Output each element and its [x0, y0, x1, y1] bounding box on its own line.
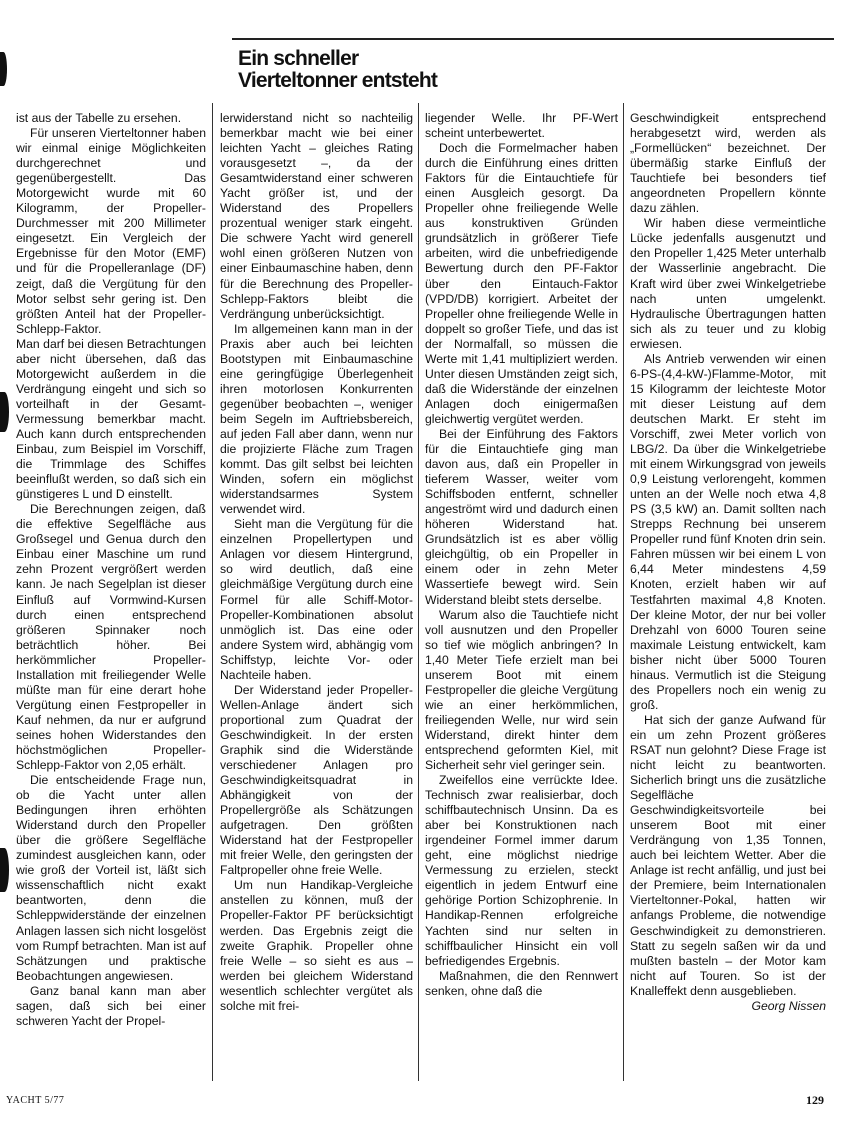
title-line-2: Vierteltonner entsteht: [238, 69, 438, 92]
paragraph: Sieht man die Vergütung für die einzelnen Propellertypen und Anlagen vor diesem Hintergrund, so wird deutlich, daß eine gleichmäßige Vergütung durch eine Formel für alle Schiff-Motor-Propeller-Kombinationen absolut unmöglich ist. Das eine oder andere System wird, abhängig vom Schiffstyp, leichte Vor- oder Nachteile haben.: [220, 517, 413, 682]
article-title: [238, 48, 437, 92]
paragraph: Die Berechnungen zeigen, daß die effektive Segelfläche aus Großsegel und Genua durch den Einbau einer Maschine um rund zehn Prozent vergrößert werden kann. Je nach Segelplan ist dieser Einfluß auf Vormwind-Kursen durch einen entsprechend größeren Spinnaker noch beträchtlich höher. Bei herkömmlicher Propeller-Installation mit freiliegender Welle müßte man für eine derart hohe Vergütung einen Festpropeller in Kauf nehmen, da nur er aufgrund seines hohen Widerstandes den höchstmöglichen Propeller-Schlepp-Faktor von 2,05 erhält.: [16, 502, 206, 773]
binding-edge-mark: [0, 52, 7, 86]
column-divider: [212, 103, 213, 1081]
title-line-1: Ein schneller: [238, 47, 359, 70]
paragraph: Maßnahmen, die den Rennwert senken, ohne daß die: [425, 968, 618, 998]
paragraph: Man darf bei diesen Betrachtungen aber nicht übersehen, daß das Motorgewicht außerdem in die Verdrängung eingeht und sich so vorteilhaft in der Gesamt-Vermessung bemerkbar macht. Auch kann durch entsprechenden Einbau, zum Beispiel im Vorschiff, die Trimmlage des Schiffes beeinflußt werden, so daß sich ein günstigeres L und D einstellt.: [16, 336, 206, 502]
paragraph: [630, 712, 826, 1013]
column-divider: [418, 103, 419, 1081]
text-column-4: [630, 111, 826, 1079]
binding-edge-mark: [0, 392, 9, 432]
paragraph: Ganz banal kann man aber sagen, daß sich bei einer schweren Yacht der Propel-: [16, 983, 206, 1028]
paragraph: liegender Welle. Ihr PF-Wert scheint unterbewertet.: [425, 111, 618, 141]
column-divider: [623, 103, 624, 1081]
text-column-2: [220, 111, 413, 1079]
binding-edge-mark: [0, 848, 9, 892]
paragraph: Bei der Einführung des Faktors für die Eintauchtiefe ging man davon aus, daß ein Propeller in tieferem Wasser, weiter vom Schiffsboden entfernt, schneller angeströmt wird und dadurch einen höheren Widerstand hat. Grundsätzlich ist es aber völlig gleichgültig, ob ein Propeller in einem oder in zehn Meter Wassertiefe bewegt wird. Sein Widerstand bleibt stets derselbe.: [425, 426, 618, 607]
header-rule: [232, 38, 834, 40]
paragraph: Doch die Formelmacher haben durch die Einführung eines dritten Faktors für die Eintauchtiefe für einen Ausgleich gesorgt. Da Propeller ohne freiliegende Welle aus konstruktiven Gründen grundsätzlich in größerer Tiefe arbeiten, wird die unbefriedigende Bewertung durch den PF-Faktor über den Eintauch-Faktor (VPD/DB) korrigiert. Arbeitet der Propeller ohne freiliegende Welle in doppelt so großer Tiefe, und das ist der Normalfall, so müssen die Werte mit 1,41 multipliziert werden. Unter diesen Umständen zeigt sich, daß die Widerstände der einzelnen Anlagen doch einigermaßen gleichwertig vergütet werden.: [425, 141, 618, 426]
author-signature: Georg Nissen: [751, 998, 826, 1013]
paragraph: ist aus der Tabelle zu ersehen.: [16, 111, 182, 125]
paragraph: Wir haben diese vermeintliche Lücke jedenfalls ausgenutzt und den Propeller 1,425 Meter unterhalb der Wasserlinie angebracht. Die Kraft wird über zwei Winkelgetriebe nach unten umgelenkt. Hydraulische Übertragungen hatten sich als zu teuer und zu klobig erwiesen.: [630, 216, 826, 351]
paragraph: Geschwindigkeit entsprechend herabgesetzt wird, werden als „Formellücken“ bezeichnet. Der übermäßig starke Einfluß der Tauchtiefe bei besonders tief angeordneten Propellern könnte dazu zählen.: [630, 111, 826, 216]
paragraph: Die entscheidende Frage nun, ob die Yacht unter allen Bedingungen ihren erhöhten Widerstand durch den Propeller über die größere Segelfläche zumindest ausgleichen kann, oder wie groß der Vorteil ist, läßt sich wissenschaftlich nicht exakt beantworten, denn die Schleppwiderstände der einzelnen Anlagen lassen sich nicht losgelöst vom Rumpf betrachten. Man ist auf Schätzungen und praktische Beobachtungen angewiesen.: [16, 773, 206, 983]
magazine-issue: YACHT 5/77: [6, 1095, 65, 1106]
paragraph: Für unseren Vierteltonner haben wir einmal einige Möglichkeiten durchgerechnet und gegenübergestellt. Das Motorgewicht wurde mit 60 Kilogramm, der Propeller-Durchmesser mit 200 Millimeter eingesetzt. Ein Vergleich der Ergebnisse für den Motor (EMF) und für die Propelleranlage (DF) zeigt, daß die Vergütung für den Motor selbst sehr gering ist. Den größten Anteil hat der Propeller-Schlepp-Faktor.: [16, 126, 206, 336]
paragraph: Im allgemeinen kann man in der Praxis aber auch bei leichten Bootstypen mit Einbaumaschine eine geringfügige Überlegenheit ihren motorlosen Konkurrenten gegenüber beobachten –, weniger beim Segeln im Auftriebsbereich, auf jeden Fall aber dann, wenn nur die projizierte Fläche zum Tragen kommt. Das gilt selbst bei leichten Winden, sofern ein möglichst widerstandsarmes System verwendet wird.: [220, 321, 413, 517]
paragraph: Als Antrieb verwenden wir einen 6-PS-(4,4-kW-)Flamme-Motor, mit 15 Kilogramm der leichteste Motor mit dieser Leistung auf dem deutschen Markt. Er steht im Vorschiff, zwei Meter vorlich von LBG/2. Da über die Winkelgetriebe mit einem Wirkungsgrad von jeweils 0,9 Leistung verlorengeht, kommen unten an der Welle noch etwa 4,8 PS (3,5 kW) an. Damit sollten nach Strepps Rechnung bei unserem Propeller rund fünf Knoten drin sein. Fahren müssen wir bei einem L von 6,44 Meter mindestens 4,59 Knoten, erzielt haben wir auf Testfahrten maximal 4,8 Knoten. Der kleine Motor, der nur bei voller Drehzahl von 6000 Touren seine maximale Leistung entwickelt, kam bisher nicht über 5000 Touren hinaus. Vermutlich ist die Steigung des Propellers noch ein wenig zu groß.: [630, 351, 826, 712]
text-column-3: [425, 111, 618, 1079]
paragraph: Der Widerstand jeder Propeller-Wellen-Anlage ändert sich proportional zum Quadrat der Geschwindigkeit. In der ersten Graphik sind die Widerstände verschiedener Anlagen pro Geschwindigkeitsquadrat in Abhängigkeit von der Propellergröße als Schätzungen aufgetragen. Den größten Widerstand hat der Festpropeller mit freier Welle, den geringsten der Faltpropeller ohne freie Welle.: [220, 682, 413, 878]
paragraph: Warum also die Tauchtiefe nicht voll ausnutzen und den Propeller so tief wie möglich anbringen? In 1,40 Meter Tiefe erzielt man bei unserem Boot mit einem Festpropeller die gleiche Vergütung wie an einer herkömmlichen, freiliegenden Welle, nur wird sein Widerstand, direkt hinter dem entsprechend geformten Kiel, mit Sicherheit sehr viel geringer sein.: [425, 607, 618, 773]
paragraph: Um nun Handikap-Vergleiche anstellen zu können, muß der Propeller-Faktor PF berücksichtigt werden. Das Ergebnis zeigt die zweite Graphik. Propeller ohne freie Welle – so sieht es aus – werden bei gleichem Widerstand wesentlich schlechter vergütet als solche mit frei-: [220, 878, 413, 1013]
paragraph: Zweifellos eine verrückte Idee. Technisch zwar realisierbar, doch schiffbautechnisch Unsinn. Da es aber bei Konstruktionen nach irgendeiner Formel immer darum geht, eine möglichst niedrige Vermessung zu erzielen, steckt eigentlich in jedem Entwurf eine gehörige Portion Schizophrenie. In Handikap-Rennen erfolgreiche Yachten sind nur selten in schiffbaulicher Hinsicht ein voll befriedigendes Ergebnis.: [425, 773, 618, 968]
page-number: 129: [806, 1093, 824, 1107]
paragraph: lerwiderstand nicht so nachteilig bemerkbar macht wie bei einer leichten Yacht – gleiches Rating vorausgesetzt –, da der Gesamtwiderstand einer schweren Yacht größer ist, und der Widerstand des Propellers prozentual weniger stark eingeht. Die schwere Yacht wird generell wohl einen größeren Nutzen von einer Einbaumaschine haben, denn für die Berechnung des Propeller-Schlepp-Faktors bleibt die Verdrängung unberücksichtigt.: [220, 111, 413, 321]
text-column-1: [16, 111, 206, 1079]
paragraph-text: Hat sich der ganze Aufwand für ein um zehn Prozent größeres RSAT nun gelohnt? Diese Frage ist nicht leicht zu beantworten. Sicherlich bringt uns die zusätzliche Segelfläche Geschwindigkeitsvorteile bei unserem Boot mit einer Verdrängung von 1,35 Tonnen, auch bei leichtem Wetter. Aber die Anlage ist recht anfällig, und just bei der Premiere, beim Internationalen Vierteltonner-Pokal, hatten wir anfangs Probleme, die notwendige Geschwindigkeit zu demonstrieren. Statt zu segeln saßen wir da und mußten basteln – der Motor kam nicht auf Touren. So ist der Knalleffekt denn ausgeblieben.: [630, 712, 826, 998]
